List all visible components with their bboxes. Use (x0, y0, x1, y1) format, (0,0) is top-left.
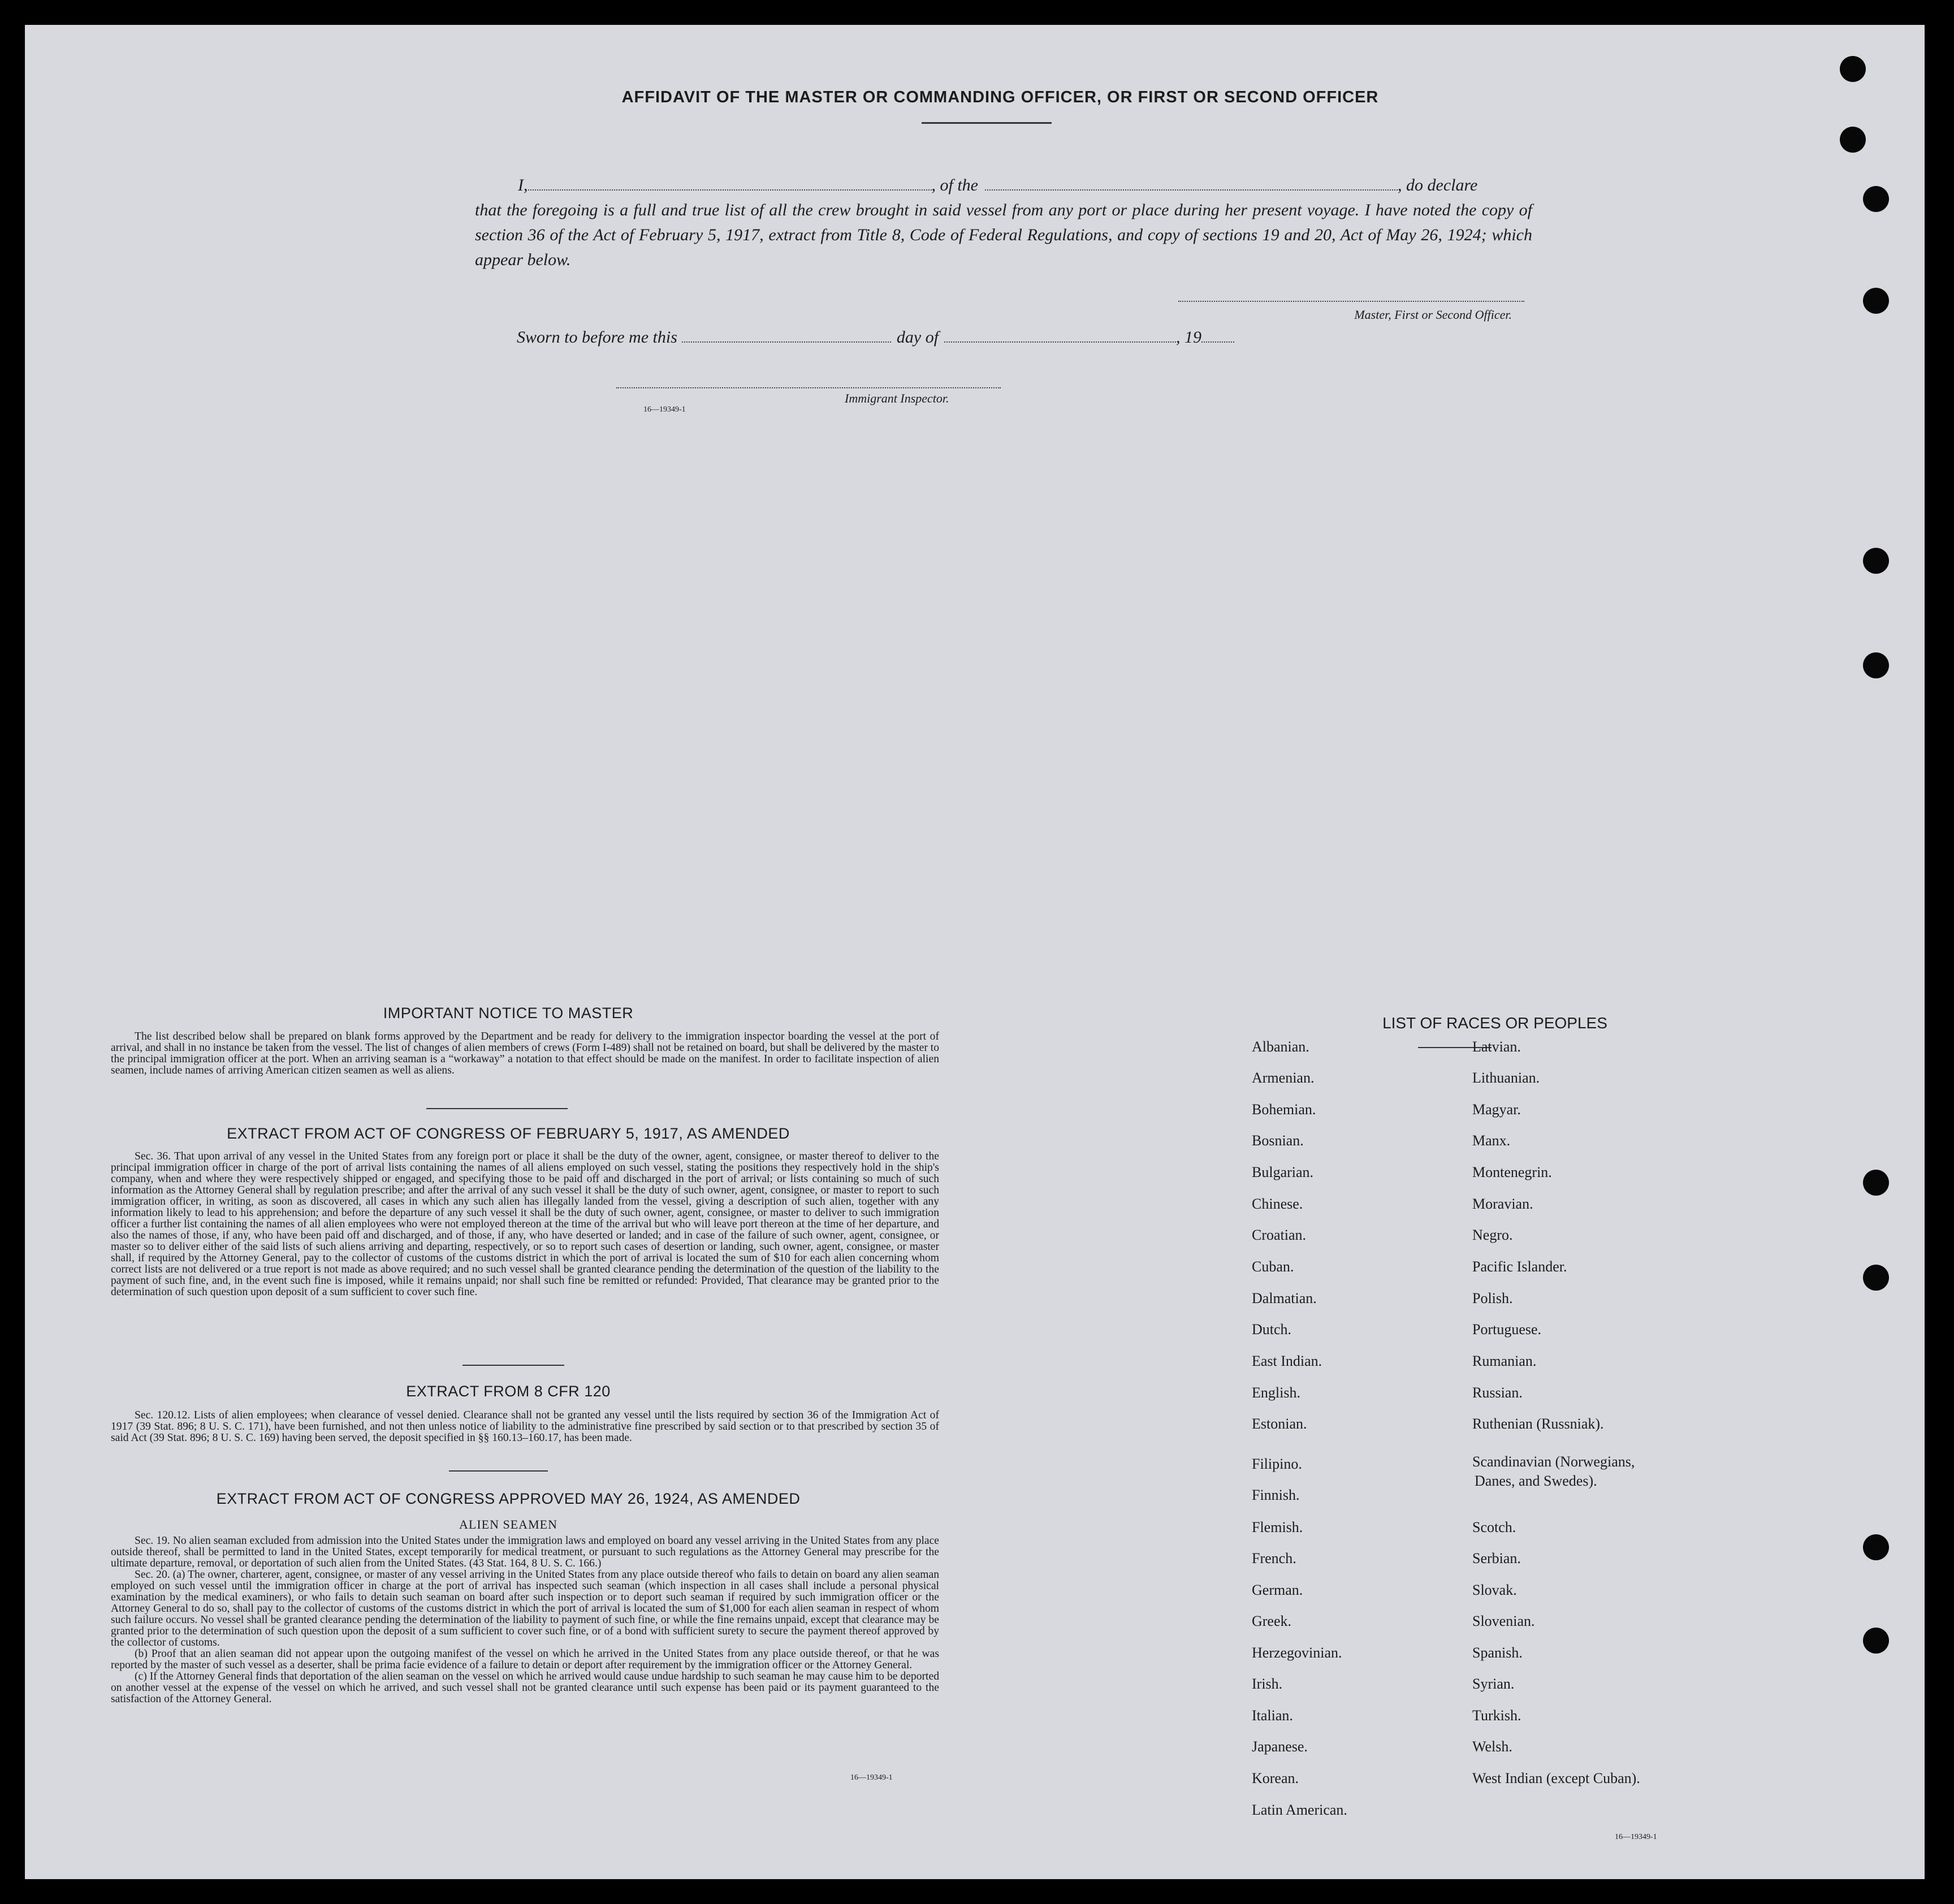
race-item: Latvian. (1472, 1038, 1521, 1055)
sworn-year-field[interactable] (1201, 329, 1234, 343)
race-item: Slovak. (1472, 1582, 1517, 1598)
form-number: 16—19349-1 (1615, 1833, 1657, 1841)
inspector-label: Immigrant Inspector. (845, 391, 949, 405)
race-item: Dutch. (1252, 1321, 1292, 1338)
notice-paragraph: The list described below shall be prepared on blank forms approved by the Department and be ready for delivery to the immigration inspector boarding the vessel at the port of arrival, and shall in no instance be taken from the vessel. The list of changes of alien members of crews (Form I-489) shall not be retained on board, but shall be delivered by the master to the principal immigration officer at the port. When an arriving seaman is a “workaway” a notation to that effect should be made on the manifest. In order to facilitate inspection of alien seamen, include names of arriving American citizen seamen as well as aliens. (111, 1031, 939, 1076)
race-item: Negro. (1472, 1227, 1513, 1243)
position-field[interactable] (985, 177, 1398, 191)
race-item: Greek. (1252, 1613, 1292, 1629)
section-divider (462, 1365, 564, 1366)
sworn-label: Sworn to before me this (517, 328, 677, 347)
punch-hole-2 (1840, 127, 1866, 153)
race-item: Latin American. (1252, 1802, 1347, 1818)
race-item: Moravian. (1472, 1196, 1533, 1212)
race-item: Albanian. (1252, 1038, 1309, 1055)
sec-120-12-paragraph: Sec. 120.12. Lists of alien employees; when clearance of vessel denied. Clearance shall not be granted any vessel until the lists required by section 36 of the Immigration Act of 1917 (39 Stat. 896; 8 U. S. C. 171), have been furnished, and not then unless notice of liability to the administrative fine prescribed by said section or to that prescribed by section 35 of said Act (39 Stat. 896; 8 U. S. C. 169) having been served, the deposit specified in §§ 160.13–160.17, has been made. (111, 1409, 939, 1444)
race-item: Flemish. (1252, 1519, 1303, 1535)
do-declare-label: , do declare (1398, 176, 1478, 194)
i-label: I, (518, 176, 528, 194)
race-item: Manx. (1472, 1132, 1511, 1149)
extract-1917-title: EXTRACT FROM ACT OF CONGRESS OF FEBRUARY 5, 1917, AS AMENDED (227, 1125, 790, 1142)
form-number: 16—19349-1 (850, 1773, 893, 1782)
punch-hole-9 (1863, 1534, 1889, 1560)
race-item: East Indian. (1252, 1353, 1322, 1369)
alien-seamen-subtitle: ALIEN SEAMEN (459, 1517, 557, 1531)
race-item: Spanish. (1472, 1645, 1523, 1661)
race-item: Ruthenian (Russniak). (1472, 1416, 1604, 1432)
race-item: Irish. (1252, 1676, 1283, 1692)
race-item: Italian. (1252, 1707, 1293, 1724)
document-page (25, 25, 1925, 1879)
inspector-signature-field[interactable] (616, 387, 1001, 388)
race-item: Syrian. (1472, 1676, 1515, 1692)
race-item: Finnish. (1252, 1487, 1300, 1503)
punch-hole-3 (1863, 186, 1889, 212)
race-item: Turkish. (1472, 1707, 1521, 1724)
punch-hole-4 (1863, 288, 1889, 314)
race-item: Magyar. (1472, 1101, 1521, 1118)
race-item: Filipino. (1252, 1456, 1302, 1472)
signature-field[interactable] (1178, 301, 1524, 302)
race-item: Cuban. (1252, 1258, 1294, 1275)
affidavit-declaration-line (475, 173, 1532, 198)
year-label: , 19 (1176, 328, 1202, 347)
race-item: Korean. (1252, 1770, 1299, 1786)
sec-20a-paragraph: Sec. 20. (a) The owner, charterer, agent, consignee, or master of any vessel arriving in the United States from any place outside thereof who fails to detain on board any alien seaman employed on such vessel until the immigration officer in charge at the port of arrival has inspected such seaman (which inspection in all cases shall include a personal physical examination by the medical examiners), or who fails to detain such seaman on board after such inspection or to deport such seaman if required by such immigration officer or the Attorney General to do so, shall pay to the collector of customs of the customs district in which the port of arrival is located the sum of $1,000 for each alien seaman in respect of whom such failure occurs. No vessel shall be granted clearance pending the determination of the liability to payment of such fine, or while the fine remains unpaid, except that clearance may be granted prior to the determination of such question upon the deposit of a sum sufficient to cover such fine, or of a bond with sufficient surety to secure the payment thereof approved by the collector of customs. (111, 1569, 939, 1648)
race-item: Welsh. (1472, 1738, 1512, 1755)
race-item: Lithuanian. (1472, 1070, 1540, 1086)
sec-20b-paragraph: (b) Proof that an alien seaman did not appear upon the outgoing manifest of the vessel on which he arrived in the United States from any place outside thereof, or that he was reported by the master of such vessel as a deserter, shall be prima facie evidence of a failure to detain or deport after requirement by the immigration officer or the Attorney General. (111, 1648, 939, 1671)
races-title: LIST OF RACES OR PEOPLES (1382, 1014, 1607, 1032)
race-item: Japanese. (1252, 1738, 1308, 1755)
race-item: English. (1252, 1384, 1300, 1401)
affidavit-text: that the foregoing is a full and true list of all the crew brought in said vessel from any port or place during her present voyage. I have noted the copy of section 36 of the Act of February 5, 1917, extract from Title 8, Code of Federal Regulations, and copy of sections 19 and 20, Act of May 26, 1924; which appear below. (475, 201, 1532, 269)
sworn-day-field[interactable] (682, 329, 891, 343)
race-item: Serbian. (1472, 1550, 1521, 1567)
race-item: Bohemian. (1252, 1101, 1316, 1118)
punch-hole-10 (1863, 1628, 1889, 1654)
race-item: Portuguese. (1472, 1321, 1542, 1338)
notice-title: IMPORTANT NOTICE TO MASTER (383, 1005, 634, 1022)
of-the-label: , of the (931, 176, 978, 194)
sec-20c-paragraph: (c) If the Attorney General finds that deportation of the alien seaman on the vessel on which he arrived would cause undue hardship to such seaman he may cause him to be deported on another vessel at the expense of the vessel on which he arrived, and such vessel shall not be granted clearance until such expense has been paid or its payment guaranteed to the satisfaction of the Attorney General. (111, 1671, 939, 1705)
punch-hole-1 (1840, 56, 1866, 82)
race-item: Polish. (1472, 1290, 1513, 1306)
race-item: Chinese. (1252, 1196, 1303, 1212)
extract-1924-text (111, 1535, 939, 1705)
race-item: Scandinavian (Norwegians, (1472, 1453, 1635, 1470)
race-item: Dalmatian. (1252, 1290, 1317, 1306)
extract-cfr-text (111, 1410, 939, 1444)
race-item: Herzegovinian. (1252, 1645, 1342, 1661)
race-item: Bosnian. (1252, 1132, 1304, 1149)
race-item: Russian. (1472, 1384, 1523, 1401)
form-number: 16—19349-1 (643, 405, 686, 414)
punch-hole-7 (1863, 1170, 1889, 1196)
sworn-line (517, 328, 1234, 347)
section-divider (426, 1108, 568, 1109)
punch-hole-8 (1863, 1265, 1889, 1291)
race-item: Croatian. (1252, 1227, 1307, 1243)
extract-1924-title: EXTRACT FROM ACT OF CONGRESS APPROVED MAY 26, 1924, AS AMENDED (216, 1490, 801, 1507)
title-divider (922, 122, 1052, 124)
race-item: Pacific Islander. (1472, 1258, 1567, 1275)
race-item: West Indian (except Cuban). (1472, 1770, 1640, 1786)
race-item: Rumanian. (1472, 1353, 1537, 1369)
notice-text (111, 1031, 939, 1076)
race-item: Bulgarian. (1252, 1164, 1314, 1180)
sec-36-paragraph: Sec. 36. That upon arrival of any vessel in the United States from any foreign port or place it shall be the duty of the owner, agent, consignee, or master thereof to deliver to the principal immigration officer in charge of the port of arrival lists containing the names of all aliens employed on such vessel, stating the positions they respectively hold in the ship's company, when and where they were respectively shipped or engaged, and specifying those to be paid off and discharged in the port of arrival; or lists containing so much of such information as the Attorney General shall by regulation prescribe; and after the arrival of any such vessel it shall be the duty of such owner, agent, consignee, or master to report to such immigration officer, in writing, as soon as discovered, all cases in which any such alien has illegally landed from the vessel, giving a description of such alien, together with any information likely to lead to his apprehension; and before the departure of any such vessel it shall be the duty of such owner, agent, consignee, or master to deliver to such immigration officer a further list containing the names of all alien employees who were not employed thereon at the time of the arrival but who will leave port thereon at the time of her departure, and also the names of those, if any, who have been paid off and discharged, and of those, if any, who have deserted or landed; and in case of the failure of such owner, agent, consignee, or master so to deliver either of the said lists of such aliens arriving and departing, respectively, or so to report such cases of desertion or landing, such owner, agent, consignee, or master shall, if required by the Attorney General, pay to the collector of customs of the customs district in which the port of arrival is located the sum of $10 for each alien concerning whom correct lists are not delivered or a true report is not made as above required; and no such vessel shall be granted clearance pending the determination of the question of the liability to the payment of such fine, and, in the event such fine is imposed, while it remains unpaid; nor shall such fine be remitted or refunded: Provided, That clearance may be granted prior to the determination of such question upon deposit of a sum sufficient to cover such fine. (111, 1150, 939, 1298)
extract-1917-text (111, 1151, 939, 1298)
race-item: Estonian. (1252, 1416, 1307, 1432)
race-item: German. (1252, 1582, 1303, 1598)
sec-19-paragraph: Sec. 19. No alien seaman excluded from admission into the United States under the immigration laws and employed on board any vessel arriving in the United States from any place outside thereof, shall be permitted to land in the United States, except temporarily for medical treatment, or pursuant to such regulations as the Attorney General may prescribe for the ultimate departure, removal, or deportation of such alien from the United States. (43 Stat. 164, 8 U. S. C. 166.) (111, 1535, 939, 1569)
race-item: Montenegrin. (1472, 1164, 1552, 1180)
punch-hole-6 (1863, 652, 1889, 678)
race-item: Danes, and Swedes). (1475, 1473, 1597, 1489)
name-field[interactable] (528, 177, 932, 191)
race-item: Scotch. (1472, 1519, 1516, 1535)
affidavit-body (475, 173, 1532, 272)
race-item: Armenian. (1252, 1070, 1315, 1086)
race-item: Slovenian. (1472, 1613, 1535, 1629)
section-divider (449, 1470, 548, 1472)
sworn-month-field[interactable] (944, 329, 1176, 343)
day-of-label: day of (896, 328, 939, 347)
signature-label: Master, First or Second Officer. (1354, 308, 1512, 322)
punch-hole-5 (1863, 548, 1889, 574)
extract-cfr-title: EXTRACT FROM 8 CFR 120 (406, 1383, 611, 1400)
affidavit-title: AFFIDAVIT OF THE MASTER OR COMMANDING OFFICER, OR FIRST OR SECOND OFFICER (621, 88, 1379, 106)
race-item: French. (1252, 1550, 1296, 1567)
